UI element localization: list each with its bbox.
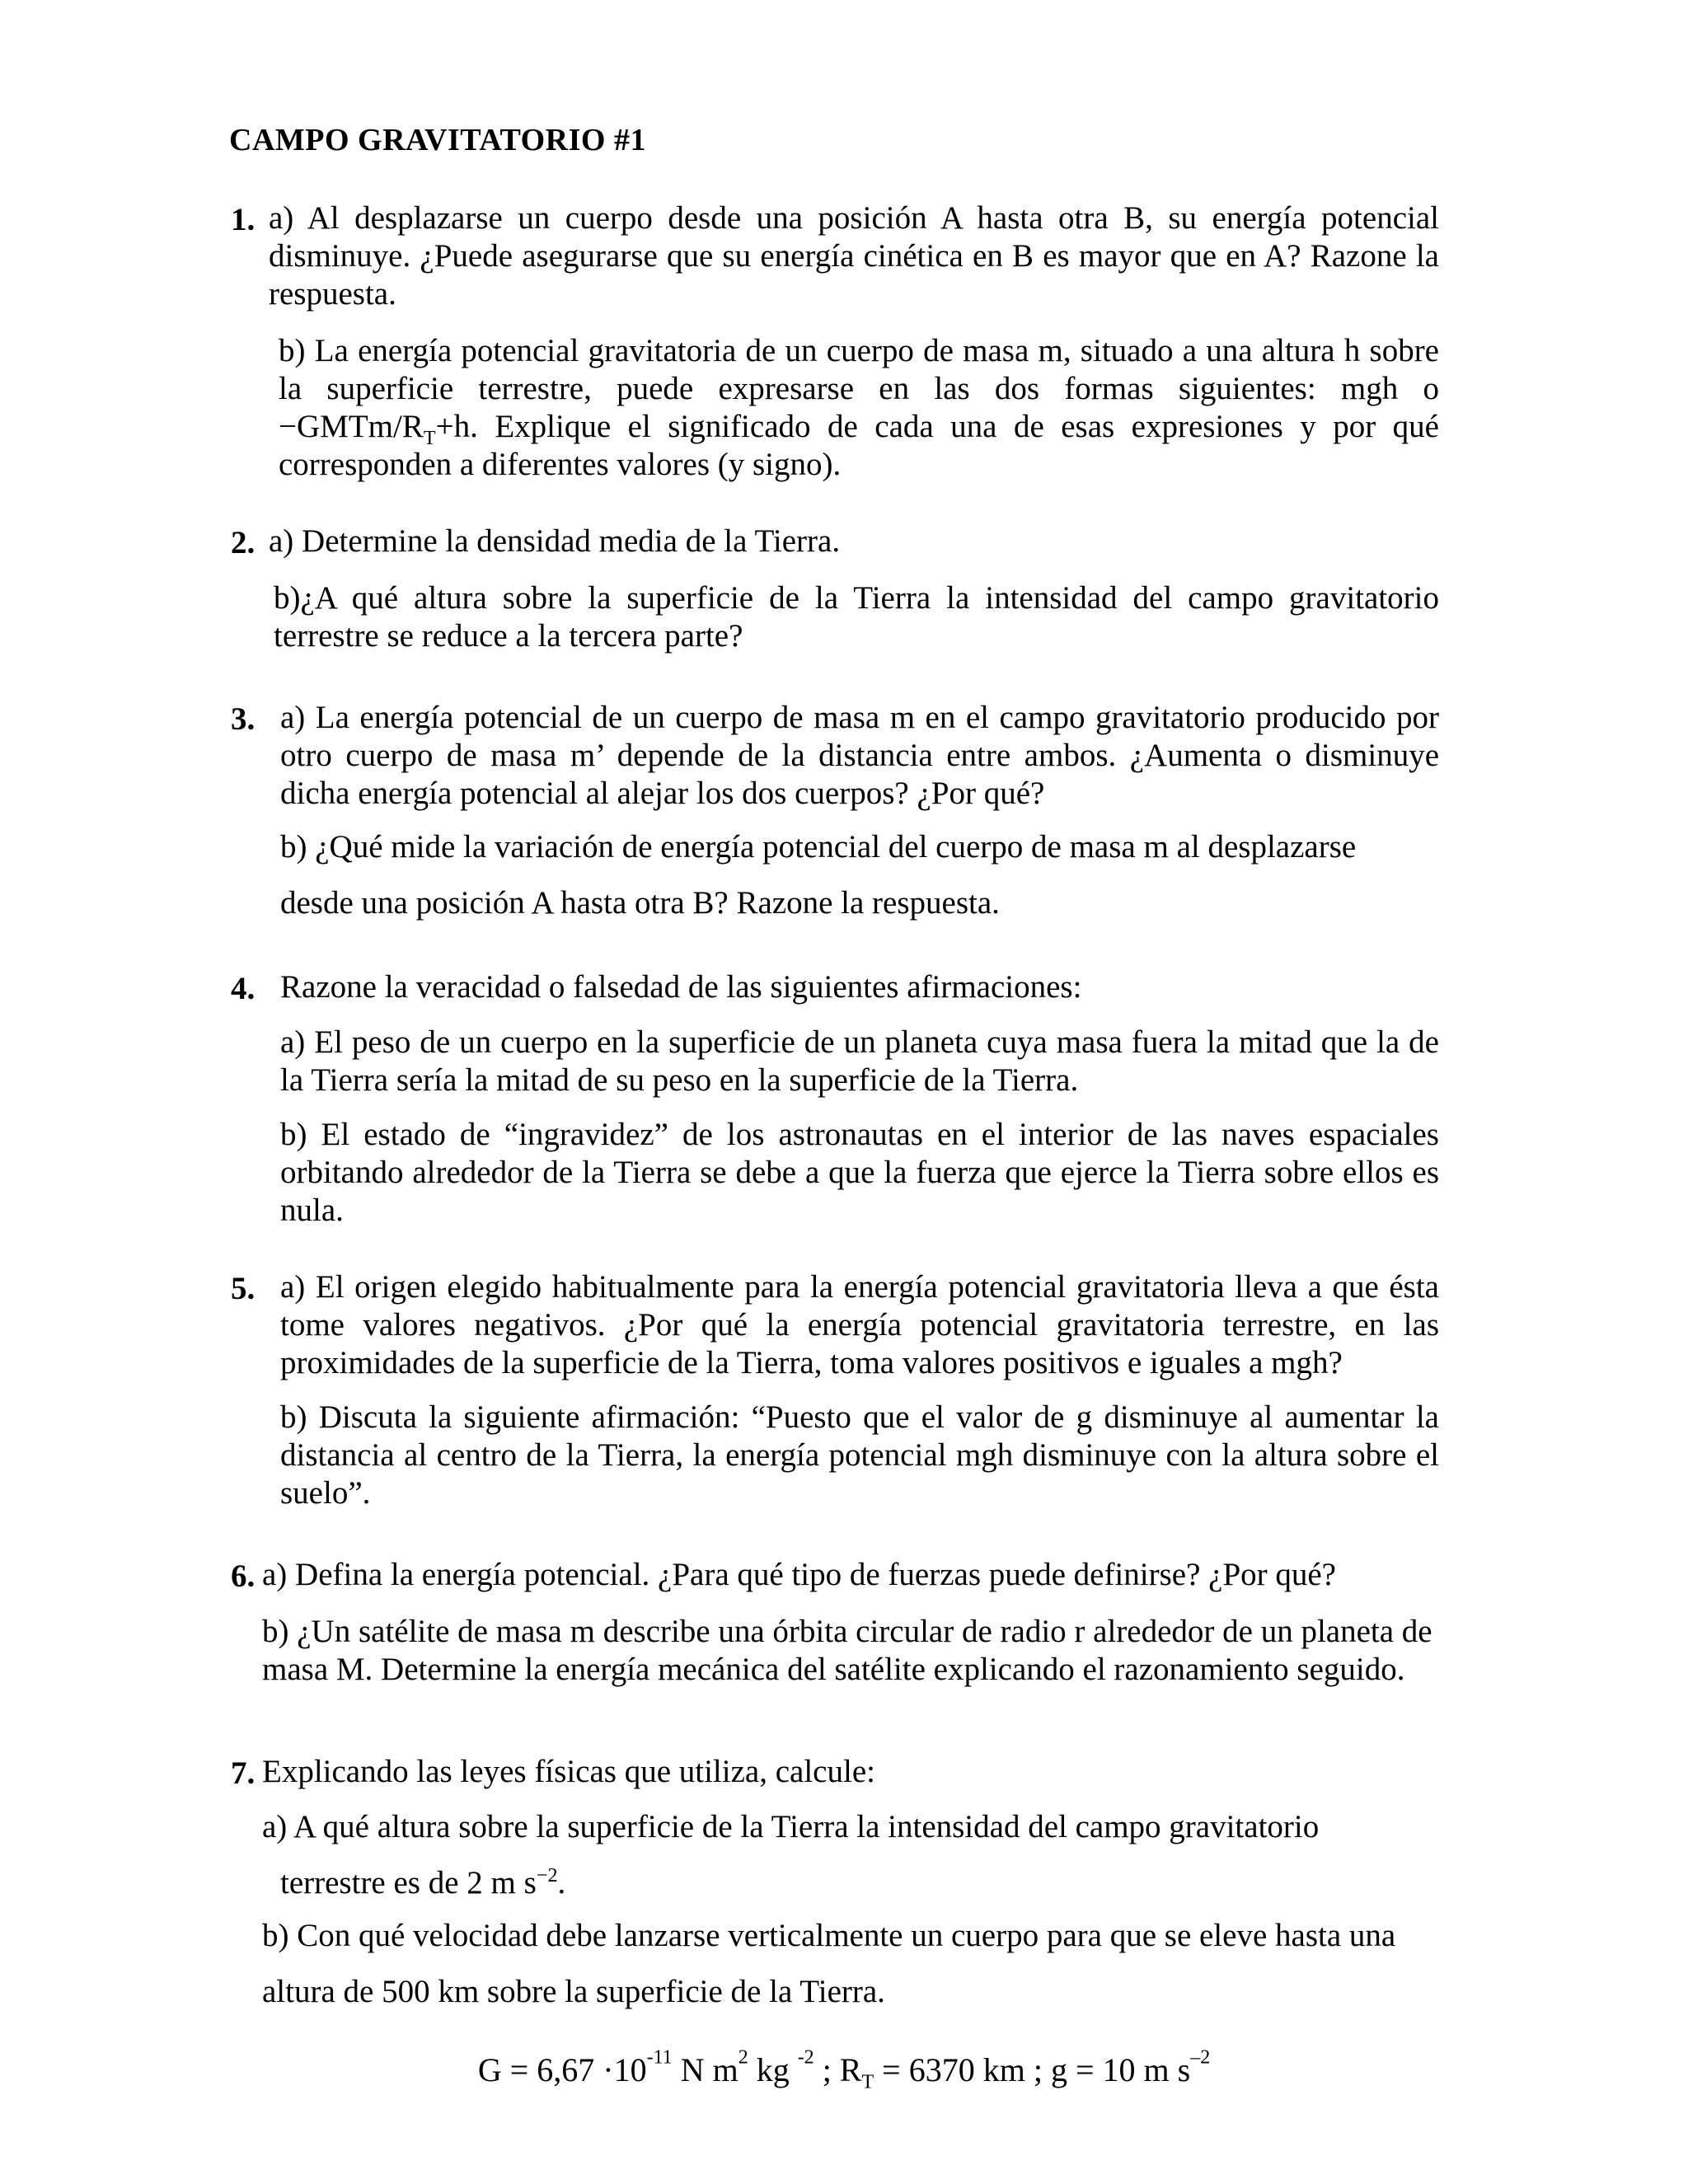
constants-formula: $G = 6,67 \cdot 10^{-11}$ N $m^2$ kg $^{-2}$ ; $R_T = 6370$ km ; g = 10 m $s^{-2}$ bbox=[477, 2046, 1211, 2093]
question-3-part-a: a) La energía potencial de un cuerpo de masa m en el campo gravitatorio producido por otro cuerpo de masa m’ depende de la distancia entre ambos. ¿Aumenta o disminuye dicha energía potencial al alejar los dos cuerpos? ¿Por qué? bbox=[280, 700, 1439, 811]
question-3-part-b-line-1: b) ¿Qué mide la variación de energía potencial del cuerpo de masa m al desplazarse bbox=[280, 829, 1357, 865]
question-5-number: 5. bbox=[231, 1271, 256, 1306]
question-2-part-a: a) Determine la densidad media de la Tierra. bbox=[269, 523, 841, 559]
question-2-number: 2. bbox=[231, 525, 256, 560]
question-4-intro: Razone la veracidad o falsedad de las siguientes afirmaciones: bbox=[280, 969, 1082, 1005]
question-7-part-a-line-2: terrestre es de 2 m $s^{-2}$. bbox=[280, 1864, 566, 1900]
question-7-number: 7. bbox=[231, 1755, 256, 1791]
question-1-number: 1. bbox=[231, 202, 256, 237]
question-6-part-b: b) ¿Un satélite de masa m describe una órbita circular de radio r alrededor de un planeta de masa M. Determine la energía mecánica del satélite explicando el razonamiento seguido. bbox=[262, 1614, 1432, 1687]
question-3-number: 3. bbox=[231, 701, 256, 737]
question-1-part-a: a) Al desplazarse un cuerpo desde una posición A hasta otra B, su energía potencial disminuye. ¿Puede asegurarse que su energía cinética en B es mayor que en A? Razone la respuesta. bbox=[269, 200, 1439, 312]
question-4-part-a: a) El peso de un cuerpo en la superficie de un planeta cuya masa fuera la mitad que la de la Tierra sería la mitad de su peso en la superficie de la Tierra. bbox=[280, 1024, 1439, 1098]
question-4-number: 4. bbox=[231, 971, 256, 1006]
question-4-part-b: b) El estado de “ingravidez” de los astronautas en el interior de las naves espaciales orbitando alrededor de la Tierra se debe a que la fuerza que ejerce la Tierra sobre ellos es nula. bbox=[280, 1117, 1439, 1228]
question-6-part-a: a) Defina la energía potencial. ¿Para qué tipo de fuerzas puede definirse? ¿Por qué? bbox=[262, 1557, 1336, 1592]
question-6-number: 6. bbox=[231, 1558, 256, 1594]
question-7-part-b-line-1: b) Con qué velocidad debe lanzarse verticalmente un cuerpo para que se eleve hasta una bbox=[262, 1918, 1396, 1953]
document-title: CAMPO GRAVITATORIO #1 bbox=[229, 123, 646, 157]
question-1-part-b: b) La energía potencial gravitatoria de un cuerpo de masa m, situado a una altura h sobre la superficie terrestre, puede expresarse en las dos formas siguientes: mgh $o -GMTm/R_T+h$. Explique el significado de cada una de esas expresiones y por qué corresponden a diferentes valores (y signo). bbox=[279, 333, 1439, 482]
question-3-part-b-line-2: desde una posición A hasta otra B? Razone la respuesta. bbox=[280, 885, 1000, 921]
question-7-intro: Explicando las leyes físicas que utiliza, calcule: bbox=[262, 1754, 875, 1789]
question-5-part-b: b) Discuta la siguiente afirmación: “Puesto que el valor de g disminuye al aumentar la distancia al centro de la Tierra, la energía potencial mgh disminuye con la altura sobre el suelo”. bbox=[280, 1399, 1439, 1511]
question-5-part-a: a) El origen elegido habitualmente para la energía potencial gravitatoria lleva a que ésta tome valores negativos. ¿Por qué la energía potencial gravitatoria terrestre, en las proximidades de la superficie de la Tierra, toma valores positivos e iguales a mgh? bbox=[280, 1269, 1439, 1380]
question-7-part-a-line-1: a) A qué altura sobre la superficie de la Tierra la intensidad del campo gravitatorio bbox=[262, 1809, 1320, 1844]
question-2-part-b: b)¿A qué altura sobre la superficie de la Tierra la intensidad del campo gravitatorio terrestre se reduce a la tercera parte? bbox=[274, 580, 1439, 654]
question-7-part-b-line-2: altura de 500 km sobre la superficie de la Tierra. bbox=[262, 1974, 885, 2009]
